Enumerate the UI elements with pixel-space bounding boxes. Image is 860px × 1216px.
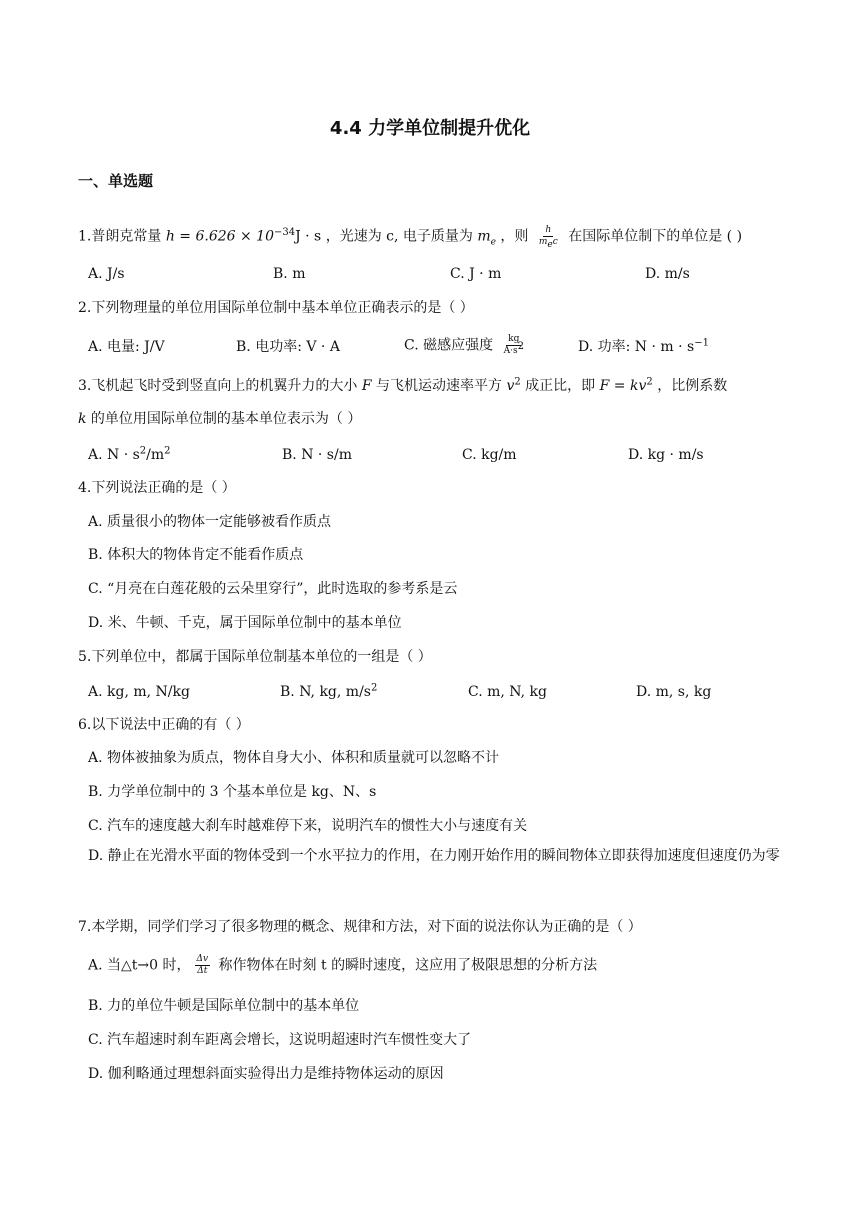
q5-option-a: A. kg, m, N/kg (88, 684, 190, 700)
q3-option-b: B. N · s/m (282, 447, 352, 463)
page-title: 4.4 力学单位制提升优化 (329, 118, 531, 139)
q1-option-d: D. m/s (645, 266, 690, 282)
q1-frac-num: h (545, 225, 552, 235)
q1-option-b: B. m (273, 266, 306, 282)
q7-option-c: C. 汽车超速时刹车距离会增长，这说明超速时汽车惯性变大了 (88, 1032, 472, 1048)
q7-a-fraction: $\frac{\Delta v}{\Delta t}$ (196, 954, 209, 976)
q6-option-a: A. 物体被抽象为质点，物体自身大小、体积和质量就可以忽略不计 (88, 750, 500, 766)
q7-option-a: A. 当△t→0 时， $\frac{\Delta v}{\Delta t}$ 称作物体在时刻 t 的瞬时速度，这应用了极限思想的分析方法 (88, 954, 598, 976)
q1-option-c: C. J · m (450, 266, 502, 282)
question-4: 4.下列说法正确的是（ ） (78, 480, 236, 496)
question-6: 6.以下说法中正确的有（ ） (78, 717, 250, 733)
q7-option-d: D. 伽利略通过理想斜面实验得出力是维持物体运动的原因 (88, 1066, 444, 1082)
q6-option-b: B. 力学单位制中的 3 个基本单位是 kg、N、s (88, 784, 377, 800)
q2-option-b: B. 电功率: V · A (236, 339, 340, 355)
q3-option-c: C. kg/m (462, 447, 517, 463)
q4-option-d: D. 米、牛顿、千克，属于国际单位制中的基本单位 (88, 615, 402, 631)
question-1 (78, 225, 788, 248)
q1-mid2: ，则 (495, 228, 533, 245)
q1-unit: J · s (295, 228, 322, 245)
q5-option-c: C. m, N, kg (468, 684, 547, 700)
q1-post: 在国际单位制下的单位是 ( ) (563, 228, 743, 245)
question-2: 2.下列物理量的单位用国际单位制中基本单位正确表示的是（ ） (78, 300, 474, 316)
q4-option-a: A. 质量很小的物体一定能够被看作质点 (88, 514, 332, 530)
q2-option-a: A. 电量: J/V (88, 339, 165, 355)
q6-option-d: D. 静止在光滑水平面的物体受到一个水平拉力的作用，在力刚开始作用的瞬间物体立即获得加速度但速度仍为零 (88, 848, 780, 864)
q1-frac-den: $m_ec$ (538, 237, 558, 250)
q1-exponent: −34 (273, 226, 296, 238)
q4-option-b: B. 体积大的物体肯定不能看作质点 (88, 547, 304, 563)
q7-option-b: B. 力的单位牛顿是国际单位制中的基本单位 (88, 998, 360, 1014)
q4-option-c: C. “月亮在白莲花般的云朵里穿行”，此时选取的参考系是云 (88, 581, 458, 597)
question-5: 5.下列单位中，都属于国际单位制基本单位的一组是（ ） (78, 649, 432, 665)
q1-mid1: ，光速为 c, 电子质量为 (321, 228, 478, 245)
q5-option-b: B. N, kg, $m/s^2$ (280, 682, 378, 700)
q2-option-d: D. 功率: $N \cdot m \cdot s^{-1}$ (578, 337, 709, 355)
q5-option-d: D. m, s, kg (636, 684, 712, 700)
q2-c-fraction: $\frac{kg}{A\cdot s^2}$ (503, 334, 524, 356)
q3-option-a: A. $N \cdot s^2/m^2$ (88, 445, 171, 463)
q3-option-d: D. kg · m/s (628, 447, 704, 463)
q2-option-c: C. 磁感应强度 $\frac{kg}{A\cdot s^2}$ (404, 334, 524, 356)
q1-mass: m (477, 228, 491, 245)
question-7: 7.本学期，同学们学习了很多物理的概念、规律和方法，对下面的说法你认为正确的是（ ） (78, 919, 642, 935)
question-3-line-1: 3.飞机起飞时受到竖直向上的机翼升力的大小 F 与飞机运动速率平方 $v^2$ 成正比，即 $F = kv^2$ ，比例系数 (78, 376, 728, 394)
q1-pre: 1.普朗克常量 (78, 228, 166, 245)
q1-fraction (537, 225, 560, 248)
q1-mass-sub: e (490, 237, 496, 248)
q1-option-a: A. J/s (88, 266, 125, 282)
question-3-line-2: k 的单位用国际单位制的基本单位表示为（ ） (78, 411, 362, 427)
q6-option-c: C. 汽车的速度越大刹车时越难停下来，说明汽车的惯性大小与速度有关 (88, 818, 528, 834)
section-heading: 一、单选题 (78, 172, 154, 190)
q1-formula: h = 6.626 × 10 (165, 228, 274, 245)
